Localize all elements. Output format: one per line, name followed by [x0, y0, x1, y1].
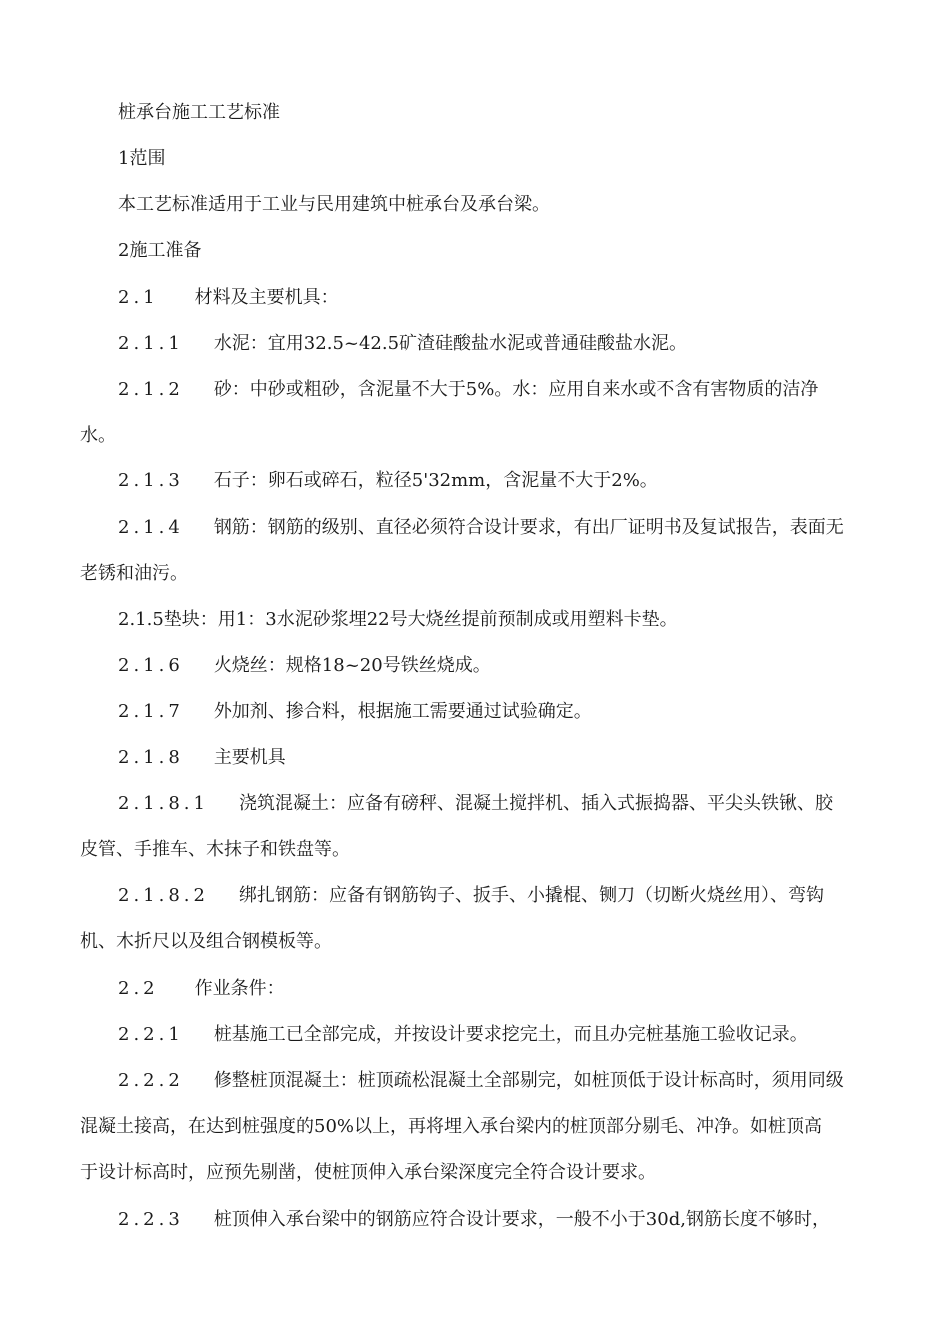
para-2-1-8-1-text: 浇筑混凝土：应备有磅秤、混凝土搅拌机、插入式振捣器、平尖头铁锹、胶	[238, 793, 833, 814]
para-2-2-text: 作业条件：	[194, 978, 285, 999]
para-2-1	[118, 286, 339, 310]
para-2-1-number: 2.1	[118, 287, 159, 308]
para-2-2-2-text: 修整桩顶混凝土：桩顶疏松混凝土全部剔完，如桩顶低于设计标高时，须用同级	[213, 1070, 844, 1091]
para-2-2-2-continued-2: 于设计标高时，应预先剔凿，使桩顶伸入承台梁深度完全符合设计要求。	[80, 1162, 656, 1183]
para-2-1-8-number: 2.1.8	[118, 747, 184, 768]
para-2-1-7	[118, 700, 592, 724]
para-2-1-8-2-text: 绑扎钢筋：应备有钢筋钩子、扳手、小撬棍、铡刀（切断火烧丝用）、弯钩	[238, 885, 824, 906]
para-2-1-4-text: 钢筋：钢筋的级别、直径必须符合设计要求，有出厂证明书及复试报告，表面无	[213, 517, 844, 538]
para-2-1-2-continued: 水。	[80, 425, 116, 446]
para-2-1-4-continued: 老锈和油污。	[80, 563, 188, 584]
para-2-1-8-2-number: 2.1.8.2	[118, 885, 209, 906]
para-2-1-8-1	[118, 792, 833, 816]
para-2-2-3	[118, 1208, 830, 1232]
para-2-1-2-number: 2.1.2	[118, 379, 184, 400]
section-1-heading: 1范围	[118, 148, 166, 169]
para-2-2-2-number: 2.2.2	[118, 1070, 184, 1091]
para-2-1-8-1-number: 2.1.8.1	[118, 793, 209, 814]
para-2-1-2	[118, 378, 818, 402]
para-2-1-3-text: 石子：卵石或碎石，粒径5'32mm，含泥量不大于2%。	[213, 470, 658, 491]
para-2-2-3-text: 桩顶伸入承台梁中的钢筋应符合设计要求，一般不小于30d,钢筋长度不够时，	[213, 1209, 830, 1230]
para-2-1-7-number: 2.1.7	[118, 701, 184, 722]
para-2-1-1	[118, 332, 687, 356]
para-2-2-number: 2.2	[118, 978, 159, 999]
para-2-1-2-text: 砂：中砂或粗砂，含泥量不大于5%。水：应用自来水或不含有害物质的洁净	[213, 379, 819, 400]
para-2-1-6	[118, 654, 491, 678]
para-2-1-7-text: 外加剂、掺合料，根据施工需要通过试验确定。	[213, 701, 592, 722]
para-2-1-6-number: 2.1.6	[118, 655, 184, 676]
para-2-2-1-text: 桩基施工已全部完成，并按设计要求挖完土，而且办完桩基施工验收记录。	[213, 1024, 808, 1045]
para-2-1-6-text: 火烧丝：规格18~20号铁丝烧成。	[213, 655, 491, 676]
para-2-1-8-1-continued: 皮管、手推车、木抹子和铁盘等。	[80, 839, 350, 860]
para-2-1-3	[118, 469, 658, 493]
para-2-1-4	[118, 516, 844, 540]
para-2-1-8	[118, 746, 286, 770]
document-title: 桩承台施工工艺标准	[118, 102, 280, 123]
para-2-1-1-number: 2.1.1	[118, 333, 184, 354]
para-2-1-3-number: 2.1.3	[118, 470, 184, 491]
para-2-2-1-number: 2.2.1	[118, 1024, 184, 1045]
para-2-2-2	[118, 1069, 844, 1093]
para-2-2-2-continued-1: 混凝土接高，在达到桩强度的50%以上，再将埋入承台梁内的桩顶部分剔毛、冲净。如桩顶高	[80, 1116, 823, 1137]
section-1-text: 本工艺标准适用于工业与民用建筑中桩承台及承台梁。	[118, 194, 550, 215]
para-2-2-3-number: 2.2.3	[118, 1209, 184, 1230]
para-2-2-1	[118, 1023, 808, 1047]
para-2-2	[118, 977, 285, 1001]
para-2-1-1-text: 水泥：宜用32.5~42.5矿渣硅酸盐水泥或普通硅酸盐水泥。	[213, 333, 688, 354]
para-2-1-text: 材料及主要机具：	[194, 287, 339, 308]
para-2-1-8-text: 主要机具	[213, 747, 286, 768]
section-2-heading: 2施工准备	[118, 240, 202, 261]
para-2-1-5: 2.1.5垫块：用1：3水泥砂浆埋22号大烧丝提前预制成或用塑料卡垫。	[118, 609, 678, 630]
para-2-1-8-2-continued: 机、木折尺以及组合钢模板等。	[80, 931, 332, 952]
para-2-1-8-2	[118, 884, 824, 908]
para-2-1-4-number: 2.1.4	[118, 517, 184, 538]
